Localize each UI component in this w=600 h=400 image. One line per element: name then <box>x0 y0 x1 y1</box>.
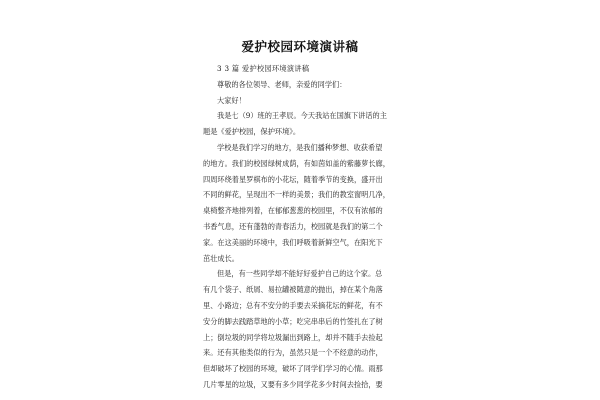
body-line: 四周环绕着星罗棋布的小花坛，随着季节的变换，盛开出 <box>203 174 383 184</box>
body-line: 上；倒垃圾的同学将垃圾漏出到路上，却并不随手去捡起 <box>203 332 383 342</box>
body-line: 但却破坏了校园的环境，破坏了同学们学习的心情。雨那 <box>203 364 383 374</box>
body-line: 书香气息，还有蓬勃的青春活力，校园就是我们的第二个 <box>203 221 383 231</box>
body-line: 的地方。我们的校园绿树成荫，有如茵如盖的紫藤萝长廊， <box>203 158 390 168</box>
body-line: 尊敬的各位领导、老师，亲爱的同学们： <box>217 79 347 89</box>
body-line: 但是，有一些同学却不能好好爱护自己的这个家。总 <box>217 269 383 279</box>
body-line: 题是《爱护校园，保护环境》。 <box>203 127 301 137</box>
body-line: 来。还有其他类似的行为，虽然只是一个不经意的动作， <box>203 348 383 358</box>
body-line: 学校是我们学习的地方，是我们播种梦想、收获希望 <box>217 142 383 152</box>
body-line: 几片零星的垃圾，又要有多少同学花多少时间去捡拾，要 <box>203 379 383 389</box>
body-line: 有几个袋子、纸屑、易拉罐被随意的抛出，掉在某个角落 <box>203 285 383 295</box>
body-line: 我是七（9）班的王孝辰。今天我站在国旗下讲话的主 <box>217 111 387 121</box>
document-title: 爱护校园环境演讲稿 <box>241 39 359 54</box>
body-line: 不同的鲜花，呈现出不一样的美景；我们的教室窗明几净， <box>203 190 390 200</box>
document-body <box>203 61 398 393</box>
body-line: 桌椅整齐地排列着，在郁郁葱葱的校园里，不仅有浓郁的 <box>203 206 383 216</box>
body-line: 茁壮成长。 <box>203 253 239 263</box>
document-subtitle: 3 3 篇 爱护校园环境演讲稿 <box>217 64 310 73</box>
body-line: 大家好！ <box>217 95 246 105</box>
body-line: 家。在这美丽的环境中，我们呼吸着新鲜空气，在阳光下 <box>203 237 383 247</box>
body-line: 里、小路边；总有不安分的手要去采摘花坛的鲜花，有不 <box>203 300 383 310</box>
body-line: 安分的脚去践踏草地的小草；吃完串串后的竹签扎在了树 <box>203 316 383 326</box>
